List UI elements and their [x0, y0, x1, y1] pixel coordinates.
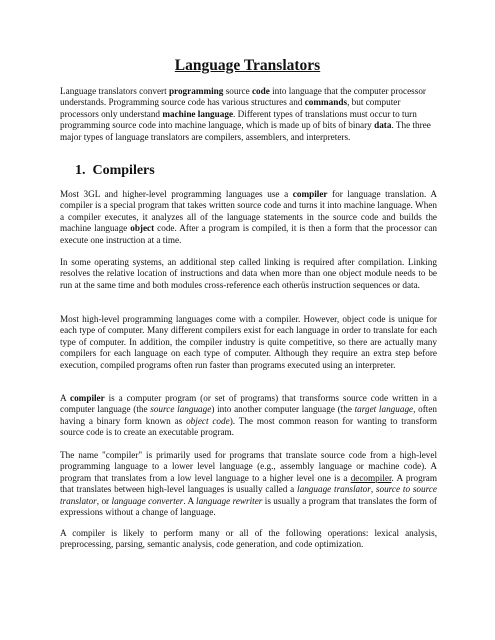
bold-term: data: [374, 120, 392, 131]
text-run: ) into another computer language (the: [211, 404, 355, 415]
page-title: Language Translators: [174, 57, 321, 74]
text-run: Language translators convert: [60, 86, 169, 96]
text-run: code. After a program is compiled, it is then a form that the processor can execute one instruction at a time.: [60, 223, 437, 245]
bold-term: code: [251, 86, 270, 96]
body-paragraph: [60, 257, 437, 291]
text-run: into language that the computer processor understands. Programming source code has various structures and: [60, 86, 426, 108]
italic-term: language converter: [111, 495, 184, 506]
body-paragraph: [60, 528, 437, 551]
section-heading: [75, 163, 155, 179]
section-number: 1.: [75, 163, 86, 178]
italic-term: object code: [186, 415, 230, 426]
text-run: The name "compiler" is primarily used for programs that translate source code from a high-level programming language to a lower level language (e.g., assembly language or machine code). A program that translates from a low level language to a higher level one is a: [60, 450, 437, 483]
bold-term: object: [130, 223, 155, 234]
text-run: . Different types of translations must occur to turn programming source code into machine language, which is made up of bits of binary: [60, 108, 417, 131]
underlined-term: decompiler: [350, 472, 392, 483]
text-run: In some operating systems, an additional step called linking is required after compilation. Linking resolves the relative location of instructions and data when more than one object module needs to be run at the same time and both modules cross-reference each otherüs instruction sequences or data.: [60, 257, 437, 290]
italic-term: language rewriter: [196, 495, 263, 506]
body-paragraph: [60, 450, 437, 518]
italic-term: target language: [354, 404, 414, 415]
bold-term: programming: [168, 86, 224, 96]
text-run: is usually a program that translates the form of expressions without a change of language.: [60, 495, 437, 518]
body-paragraph: [60, 189, 437, 246]
bold-term: machine language: [162, 108, 234, 119]
section-title: Compilers: [92, 163, 155, 178]
text-run: Most high-level programming languages come with a compiler. However, object code is unique for each type of computer. Many different compilers exist for each language in order to translate for each type of computer. In addition, the compiler industry is quite competitive, so there are actually many compilers for each language on each type of computer. Although they require an extra step before execution, compiled programs often run faster than programs executed using an interpreter.: [60, 314, 437, 370]
text-run: . The three major types of language translators are compilers, assemblers, and interpreters.: [60, 120, 431, 142]
body-paragraph: [60, 314, 437, 371]
text-run: source: [223, 86, 252, 96]
text-run: , or: [96, 495, 112, 506]
italic-term: language translator: [297, 484, 371, 495]
bold-term: commands: [304, 97, 348, 108]
italic-term: source language: [150, 404, 212, 415]
text-run: A: [60, 393, 71, 403]
intro-paragraph: [60, 86, 437, 143]
body-paragraph: [60, 393, 437, 439]
text-run: . A program that translates between high-level languages is usually called a: [60, 472, 437, 495]
text-run: ). The most common reason for wanting to transform source code is to create an executable program.: [60, 415, 438, 438]
text-run: Most 3GL and higher-level programming languages use a: [60, 189, 293, 199]
italic-term: source to source translator: [60, 484, 437, 506]
text-run: . A: [183, 495, 197, 506]
text-run: is a computer program (or set of programs) that transforms source code written in a computer language (the: [60, 393, 437, 415]
text-run: , but computer processors only understand: [60, 97, 401, 119]
text-run: A compiler is likely to perform many or all of the following operations: lexical analysis, preprocessing, parsing, semantic analysis, code generation, and code optimization.: [60, 528, 437, 550]
bold-term: compiler: [70, 393, 105, 403]
text-run: ,: [370, 484, 376, 495]
bold-term: compiler: [292, 189, 328, 199]
text-run: for language translation. A compiler is a special program that takes written source code and turns it into machine language. When a compiler executes, it analyzes all of the language statements in the source code and builds the machine language: [60, 189, 437, 234]
text-run: , often having a binary form known as: [60, 404, 438, 426]
